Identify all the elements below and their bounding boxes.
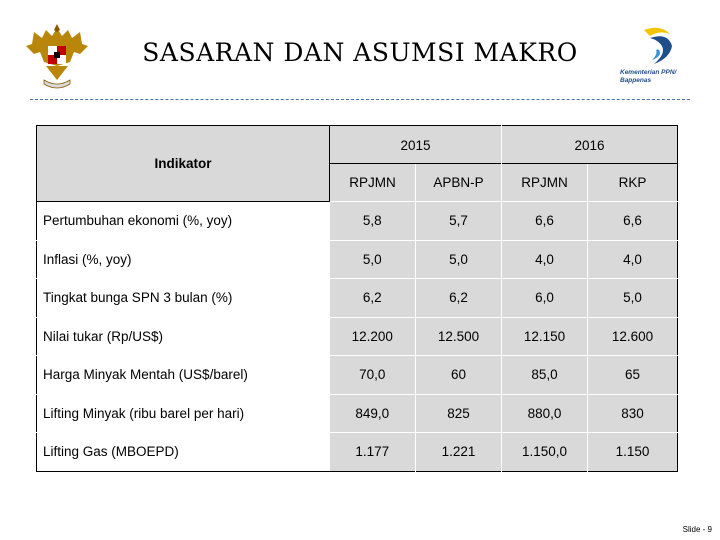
table-cell: 70,0 xyxy=(330,356,416,395)
table-cell: 12.500 xyxy=(416,317,502,356)
bappenas-logo-icon xyxy=(620,24,698,68)
table-cell: 6,6 xyxy=(502,202,588,241)
table-cell: 12.600 xyxy=(588,317,678,356)
logo-text-line2: Bappenas xyxy=(620,77,652,84)
table-cell: 849,0 xyxy=(330,394,416,433)
table-row xyxy=(37,279,678,318)
table-row xyxy=(37,433,678,472)
col-header: RKP xyxy=(588,164,678,202)
row-label: Nilai tukar (Rp/US$) xyxy=(37,317,330,356)
slide-number: Slide - 9 xyxy=(682,525,712,534)
table-row xyxy=(37,394,678,433)
table-cell: 830 xyxy=(588,394,678,433)
col-header: RPJMN xyxy=(330,164,416,202)
table-row xyxy=(37,317,678,356)
table-cell: 5,8 xyxy=(330,202,416,241)
table-row xyxy=(37,240,678,279)
table-cell: 12.150 xyxy=(502,317,588,356)
row-label: Tingkat bunga SPN 3 bulan (%) xyxy=(37,279,330,318)
table-cell: 85,0 xyxy=(502,356,588,395)
row-label: Harga Minyak Mentah (US$/barel) xyxy=(37,356,330,395)
logo-text-line1: Kementerian PPN/ xyxy=(620,69,677,76)
table-cell: 5,0 xyxy=(330,240,416,279)
table-cell: 5,0 xyxy=(416,240,502,279)
year-header-2015: 2015 xyxy=(330,126,502,165)
indicator-header: Indikator xyxy=(37,126,330,202)
macro-assumptions-table xyxy=(36,125,678,472)
table-cell: 5,7 xyxy=(416,202,502,241)
table-cell: 825 xyxy=(416,394,502,433)
row-label: Lifting Gas (MBOEPD) xyxy=(37,433,330,472)
row-label: Inflasi (%, yoy) xyxy=(37,240,330,279)
page-title: SASARAN DAN ASUMSI MAKRO xyxy=(142,38,578,67)
table-cell: 6,2 xyxy=(416,279,502,318)
table-cell: 880,0 xyxy=(502,394,588,433)
table-row xyxy=(37,202,678,241)
table-cell: 1.221 xyxy=(416,433,502,472)
table-row xyxy=(37,356,678,395)
row-label: Lifting Minyak (ribu barel per hari) xyxy=(37,394,330,433)
table-cell: 4,0 xyxy=(588,240,678,279)
table-cell: 12.200 xyxy=(330,317,416,356)
col-header: APBN-P xyxy=(416,164,502,202)
col-header: RPJMN xyxy=(502,164,588,202)
table-cell: 1.150,0 xyxy=(502,433,588,472)
header-divider xyxy=(30,99,690,100)
row-label: Pertumbuhan ekonomi (%, yoy) xyxy=(37,202,330,241)
table-cell: 5,0 xyxy=(588,279,678,318)
table-cell: 60 xyxy=(416,356,502,395)
table-cell: 6,2 xyxy=(330,279,416,318)
table-cell: 1.150 xyxy=(588,433,678,472)
bappenas-logo xyxy=(620,24,698,90)
table-cell: 6,0 xyxy=(502,279,588,318)
table-cell: 4,0 xyxy=(502,240,588,279)
table-cell: 6,6 xyxy=(588,202,678,241)
table-cell: 1.177 xyxy=(330,433,416,472)
table-cell: 65 xyxy=(588,356,678,395)
year-header-2016: 2016 xyxy=(502,126,678,165)
